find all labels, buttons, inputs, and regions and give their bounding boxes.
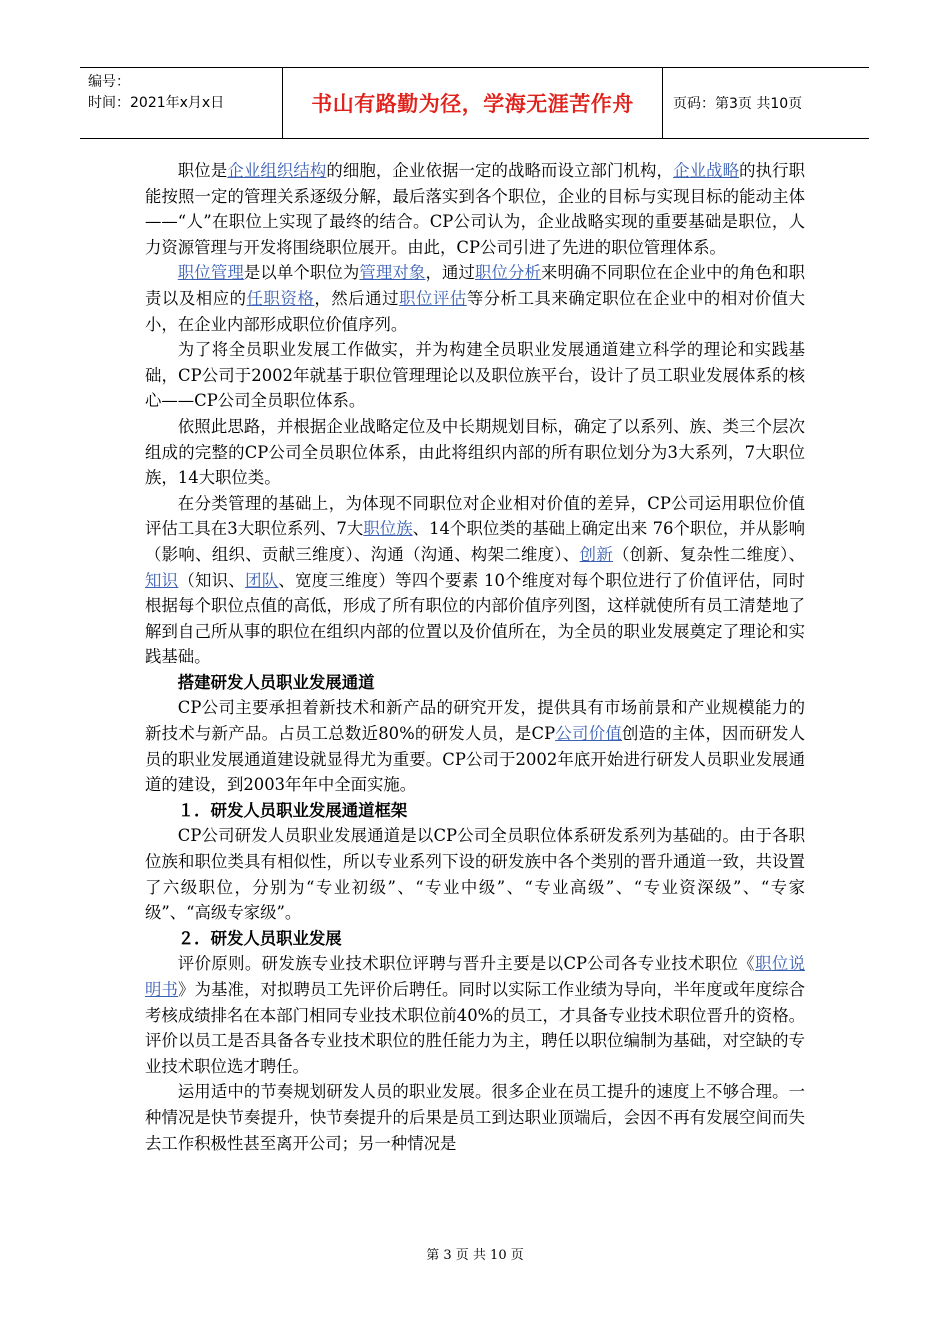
text-run: 的细胞，企业依据一定的战略而设立部门机构， [326,161,674,180]
section-heading [145,670,805,696]
text-run: 的执行职能按照一定的管理关系逐级分解，最后落实到各个职位，企业的目标与实现目标的能动主体——“人”在职位上实现了最终的结合。CP公司认为，企业战略实现的重要基础是职位，人力资源管理与开发将围绕职位展开。由此，CP公司引进了先进的职位管理体系。 [145,161,806,257]
text-run: （知识、 [178,570,246,590]
heading-text: 搭建研发人员职业发展通道 [177,672,375,692]
text-run: CP公司研发人员职业发展通道是以CP公司全员职位体系研发系列为基础的。由于各职位族和职位类具有相似性，所以专业系列下设的研发族中各个类别的晋升通道一致，共设置了六级职位，分别为“专业初级”、“专业中级”、“专业高级”、“专业资深级”、“专家级”、“高级专家级”。 [145,826,805,923]
text-run: 是以单个职位为 [243,263,360,283]
body-paragraph [145,491,805,670]
inline-link[interactable]: 企业组织结构 [227,161,327,180]
heading-text: ２．研发人员职业发展 [177,928,342,948]
text-run: 》为基准，对拟聘员工先评价后聘任。同时以实际工作业绩为导向，半年度或年度综合考核成绩排名在本部门相同专业技术职位前40%的员工，才具备专业技术职位晋升的资格。评价以员工是否具备各专业技术职位的胜任能力为主，聘任以职位编制为基础，对空缺的专业技术职位选才聘任。 [145,980,806,1076]
inline-link[interactable]: 公司价值 [555,724,623,744]
inline-link[interactable]: 知识 [145,570,179,590]
body-paragraph [145,695,805,797]
inline-link[interactable]: 企业战略 [673,161,740,180]
number-label: 编号： [88,74,130,90]
text-run: 来明确不同职位在企业中的角色和职责以及相应的 [145,263,806,308]
text-run: 运用适中的节奏规划研发人员的职业发展。很多企业在员工提升的速度上不够合理。一种情况是快节奏提升，快节奏提升的后果是员工到达职业顶端后，会因不再有发展空间而失去工作积极性甚至离开公司；另一种情况是 [145,1082,805,1153]
inline-link[interactable]: 职位分析 [474,263,542,283]
page-footer: 第 3 页 共 10 页 [426,1248,524,1263]
inline-link[interactable]: 职位说明书 [145,954,806,999]
section-heading [145,798,805,824]
text-run: 在分类管理的基础上，为体现不同职位对企业相对价值的差异，CP公司运用职位价值评估工具在3大职位系列、7大 [145,493,805,539]
page-header [80,67,869,139]
inline-link[interactable]: 管理对象 [359,263,426,283]
inline-link[interactable]: 职位族 [363,519,413,539]
time-label: 时间：2021年x月x日 [88,95,225,111]
inline-link[interactable]: 职位评估 [399,288,467,308]
text-run: 、宽度三维度）等四个要素 10个维度对每个职位进行了价值评估，同时根据每个职位点值的高低，形成了所有职位的内部价值序列图，这样就使所有员工清楚地了解到自己所从事的职位在组织内部的位置以及价值所在，为全员的职业发展奠定了理论和实践基础。 [145,570,806,667]
body-paragraph [145,158,805,260]
inline-link[interactable]: 团队 [245,570,279,590]
header-meta [80,68,283,138]
text-run: 创造的主体，因而研发人员的职业发展通道建设就显得尤为重要。CP公司于2002年底开始进行研发人员职业发展通道的建设，到2003年年中全面实施。 [145,724,806,795]
header-motto: 书山有路勤为径，学海无涯苦作舟 [283,68,663,138]
text-run: ，通过 [425,263,475,283]
heading-text: １．研发人员职业发展通道框架 [177,800,408,820]
body-paragraph [145,337,805,414]
section-heading [145,926,805,952]
text-run: 、14个职位类的基础上确定出来 76个职位，并从影响（影响、组织、贡献三维度）、沟通（沟通、构架二维度）、 [145,519,806,564]
body-paragraph [145,823,805,925]
inline-link[interactable]: 任职资格 [246,288,315,308]
body-paragraph [145,414,805,491]
body-paragraph [145,260,805,337]
text-run: （创新、复杂性二维度）、 [613,544,805,564]
inline-link[interactable]: 创新 [579,544,614,564]
text-run: 等分析工具来确定职位在企业中的相对价值大小，在企业内部形成职位价值序列。 [145,288,806,334]
text-run: CP公司主要承担着新技术和新产品的研究开发，提供具有市场前景和产业规模能力的新技术与新产品。占员工总数近80%的研发人员，是CP [145,698,805,744]
text-run: 依照此思路，并根据企业战略定位及中长期规划目标，确定了以系列、族、类三个层次组成的完整的CP公司全员职位体系，由此将组织内部的所有职位划分为3大系列，7大职位族，14大职位类。 [145,416,805,488]
document-body [145,158,805,1156]
body-paragraph [145,1079,805,1156]
text-run: 职位是 [177,161,228,180]
text-run: 为了将全员职业发展工作做实，并为构建全员职业发展通道建立科学的理论和实践基础，CP公司于2002年就基于职位管理理论以及职位族平台，设计了员工职业发展体系的核心——CP公司全员职位体系。 [145,340,805,411]
inline-link[interactable]: 职位管理 [177,263,244,283]
page-number-label: 页码：第3页 共10页 [673,96,803,112]
text-run: ，然后通过 [314,288,400,308]
text-run: 评价原则。研发族专业技术职位评聘与晋升主要是以CP公司各专业技术职位《 [177,954,756,974]
body-paragraph [145,951,805,1079]
